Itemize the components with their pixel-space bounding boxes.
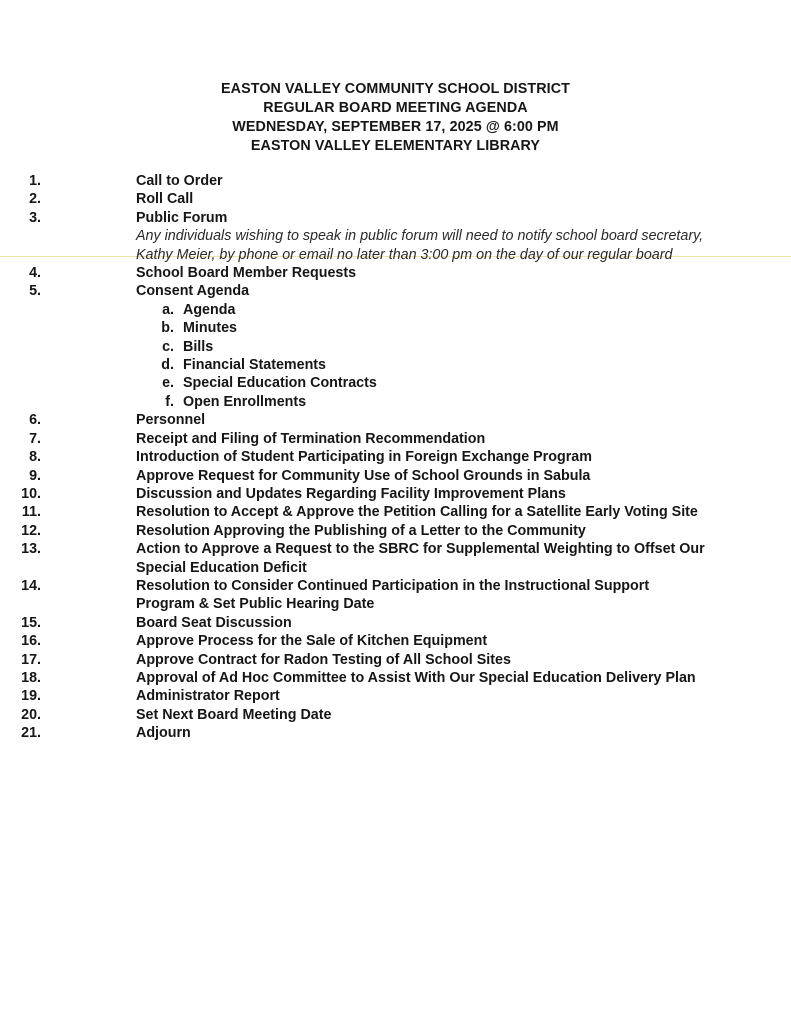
item-text: Approve Contract for Radon Testing of All School Sites [136, 651, 511, 668]
agenda-item [0, 172, 706, 190]
item-number: 7. [29, 430, 41, 447]
agenda-item [0, 651, 706, 669]
agenda-item [0, 706, 706, 724]
item-text: Roll Call [136, 191, 194, 208]
consent-subitem [0, 338, 791, 356]
item-number: 2. [29, 191, 41, 208]
item-text: Action to Approve a Request to the SBRC for Supplemental Weighting to Offset Our Special Education Deficit [136, 541, 705, 576]
item-text: Resolution to Consider Continued Participation in the Instructional Support Program & Set Public Hearing Date [136, 577, 650, 613]
item-text: Receipt and Filing of Termination Recommendation [136, 430, 486, 447]
item-number: 13. [21, 541, 41, 558]
agenda-item [0, 467, 706, 485]
item-text: Administrator Report [136, 688, 280, 705]
consent-subitem [0, 374, 791, 392]
item-number: 5. [29, 283, 41, 300]
agenda-item [0, 503, 706, 521]
subitem-text: Minutes [183, 320, 238, 337]
consent-subitem [0, 356, 791, 374]
agenda-header [0, 80, 791, 156]
agenda-item [0, 264, 706, 282]
agenda-item [0, 522, 706, 540]
subitem-letter: a. [162, 301, 174, 318]
item-text: Discussion and Updates Regarding Facility Improvement Plans [136, 485, 566, 502]
item-text: Call to Order [136, 173, 223, 189]
item-number: 11. [21, 504, 41, 521]
item-number: 15. [21, 614, 41, 631]
item-number: 19. [21, 688, 41, 705]
item-text: Public Forum [136, 209, 228, 226]
subitem-letter: c. [162, 338, 174, 355]
meeting-type: REGULAR BOARD MEETING AGENDA [263, 100, 528, 116]
item-text: Approve Request for Community Use of School Grounds in Sabula [136, 467, 591, 484]
agenda-item [0, 724, 706, 742]
meeting-location: EASTON VALLEY ELEMENTARY LIBRARY [250, 138, 541, 154]
item-text: Introduction of Student Participating in Foreign Exchange Program [136, 449, 592, 466]
item-number: 8. [29, 449, 41, 466]
item-text: Resolution to Accept & Approve the Petition Calling for a Satellite Early Voting Site [136, 504, 698, 521]
subitem-text: Financial Statements [183, 357, 327, 374]
item-text: Set Next Board Meeting Date [136, 706, 332, 723]
item-number: 10. [21, 485, 41, 502]
item-text: Resolution Approving the Publishing of a Letter to the Community [136, 522, 586, 539]
agenda-list [0, 172, 791, 743]
agenda-item [0, 687, 706, 705]
item-text: Personnel [136, 412, 206, 429]
item-number: 17. [21, 651, 41, 668]
consent-subitem [0, 319, 791, 337]
subitem-letter: d. [161, 357, 174, 374]
item-number: 14. [21, 577, 41, 594]
item-text: School Board Member Requests [136, 265, 357, 282]
agenda-item [0, 540, 706, 577]
item-number: 3. [29, 209, 41, 226]
meeting-date: WEDNESDAY, SEPTEMBER 17, 2025 @ 6:00 PM [232, 119, 559, 135]
item-text: Board Seat Discussion [136, 614, 292, 631]
agenda-item [0, 411, 706, 429]
subitem-letter: b. [161, 320, 174, 337]
item-number: 1. [29, 173, 41, 189]
agenda-item [0, 485, 706, 503]
subitem-text: Bills [183, 338, 214, 355]
item-text: Approve Process for the Sale of Kitchen Equipment [136, 633, 488, 650]
agenda-item [0, 669, 706, 687]
agenda-item [0, 577, 706, 614]
item-number: 21. [21, 725, 41, 742]
item-text: Consent Agenda [136, 283, 250, 300]
agenda-item [0, 282, 706, 300]
item-number: 12. [21, 522, 41, 539]
agenda-item [0, 209, 706, 227]
subitem-text: Special Education Contracts [183, 375, 377, 392]
district-name: EASTON VALLEY COMMUNITY SCHOOL DISTRICT [221, 81, 570, 97]
item-number: 18. [21, 669, 41, 686]
agenda-item [0, 430, 706, 448]
item-text: Adjourn [136, 725, 191, 742]
agenda-item [0, 632, 706, 650]
item-number: 20. [21, 706, 41, 723]
subitem-text: Agenda [183, 301, 236, 318]
item-text: Approval of Ad Hoc Committee to Assist With Our Special Education Delivery Plan [136, 669, 696, 686]
consent-subitem [0, 301, 791, 319]
subitem-letter: f. [165, 393, 174, 410]
public-forum-note: Any individuals wishing to speak in public forum will need to notify school board secretary, Kathy Meier, by phone or email no later than 3:00 pm on the day of our regular board [136, 228, 704, 263]
subitem-text: Open Enrollments [183, 393, 307, 410]
item-number: 6. [29, 412, 41, 429]
item-number: 16. [21, 633, 41, 650]
agenda-item [0, 190, 706, 208]
item-number: 9. [29, 467, 41, 484]
consent-subitem [0, 393, 791, 411]
agenda-item [0, 614, 706, 632]
subitem-letter: e. [162, 375, 174, 392]
agenda-item [0, 448, 706, 466]
item-number: 4. [29, 265, 41, 282]
